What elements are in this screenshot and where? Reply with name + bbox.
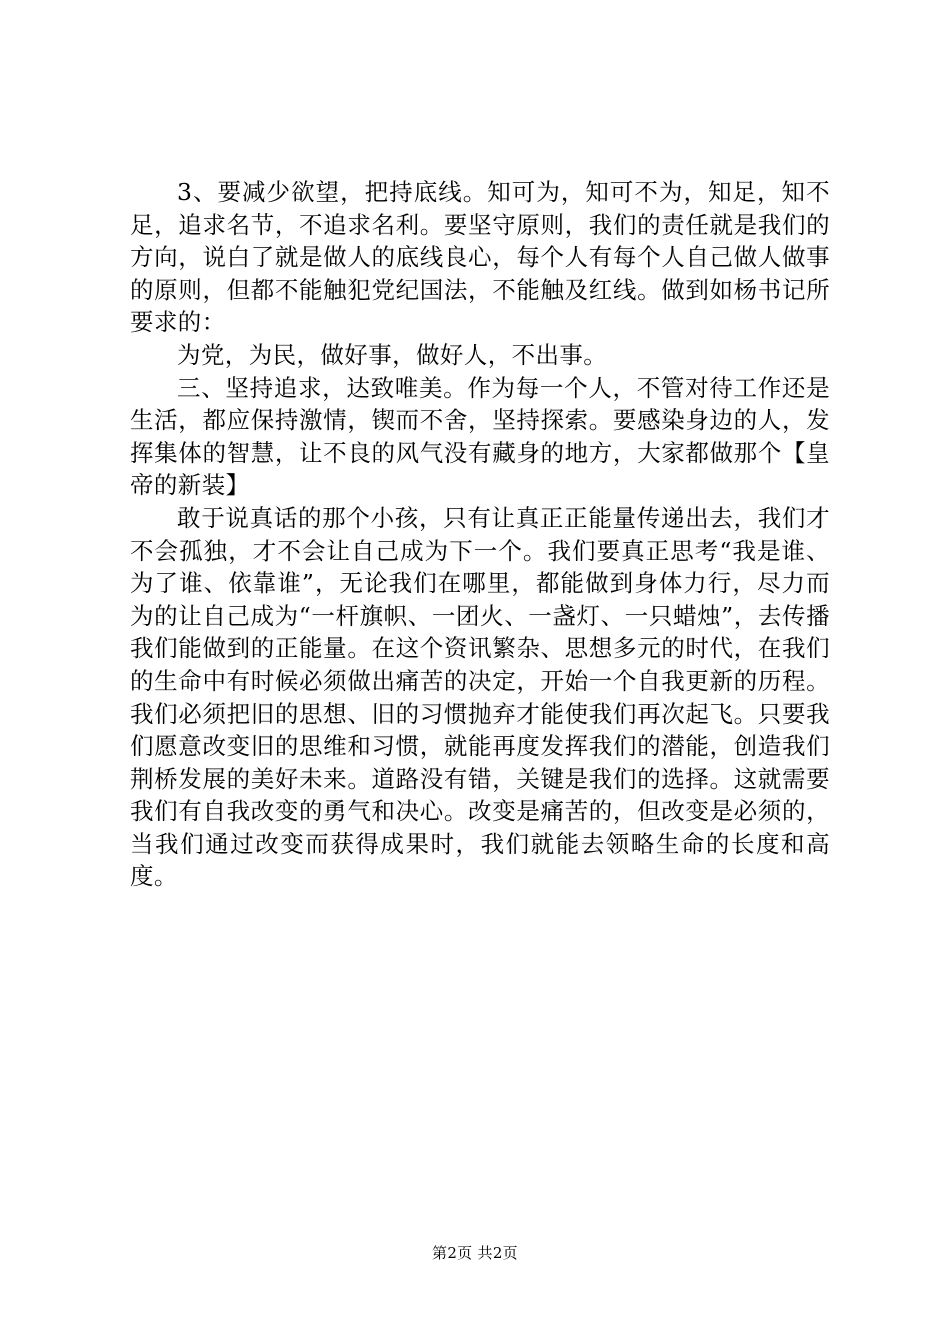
paragraph-positive-energy: 敢于说真话的那个小孩，只有让真正正能量传递出去，我们才不会孤独，才不会让自己成为下一个。我们要真正思考“我是谁、为了谁、依靠谁”，无论我们在哪里，都能做到身体力行，尽力而为的让自己成为“一杆旗帜、一团火、一盏灯、一只蜡烛”，去传播我们能做到的正能量。在这个资讯繁杂、思想多元的时代，在我们的生命中有时候必须做出痛苦的决定，开始一个自我更新的历程。我们必须把旧的思想、旧的习惯抛弃才能使我们再次起飞。只要我们愿意改变旧的思维和习惯，就能再度发挥我们的潜能，创造我们荆桥发展的美好未来。道路没有错，关键是我们的选择。这就需要我们有自我改变的勇气和决心。改变是痛苦的，但改变是必须的，当我们通过改变而获得成果时，我们就能去领略生命的长度和高度。: [130, 503, 830, 891]
document-body: [130, 176, 830, 893]
paragraph-slogan: 为党，为民，做好事，做好人，不出事。: [177, 340, 608, 369]
paragraph-bottom-line: 3、要减少欲望，把持底线。知可为，知可不为，知足，知不足，追求名节，不追求名利。要坚守原则，我们的责任就是我们的方向，说白了就是做人的底线良心，每个人有每个人自己做人做事的原则，但都不能触犯党纪国法，不能触及红线。做到如杨书记所要求的：: [130, 178, 830, 337]
page-footer: 第2页 共2页: [432, 1244, 518, 1262]
paragraph-pursuit: 三、坚持追求，达致唯美。作为每一个人，不管对待工作还是生活，都应保持激情，锲而不舍，坚持探索。要感染身边的人，发挥集体的智慧，让不良的风气没有藏身的地方，大家都做那个【皇帝的新装】: [130, 373, 830, 500]
